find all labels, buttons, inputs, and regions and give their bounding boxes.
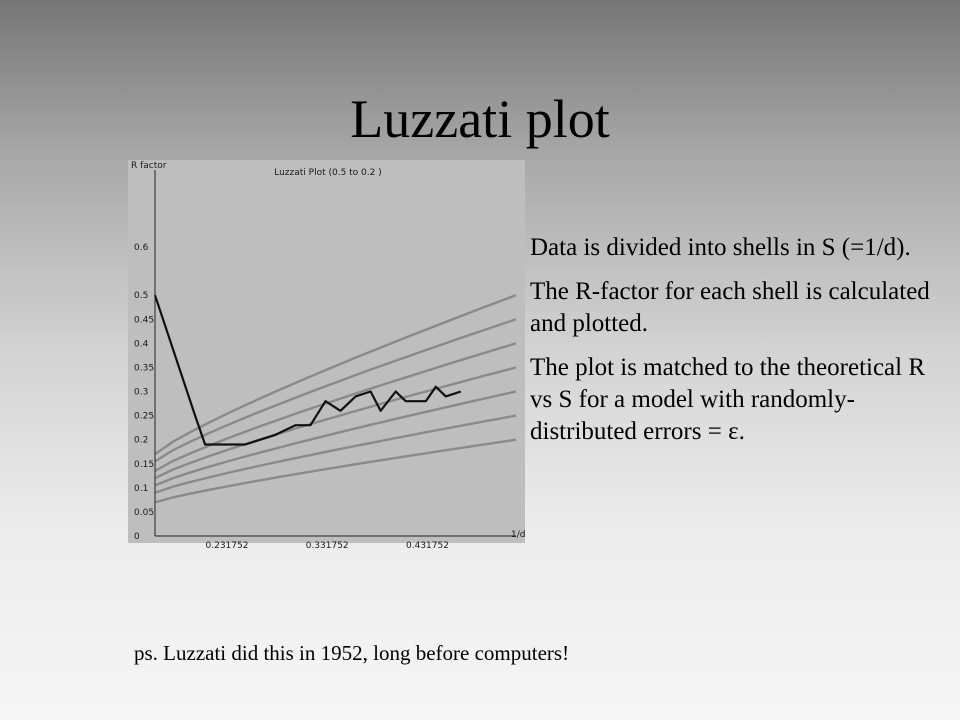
y-tick-label: 0.6	[134, 243, 149, 254]
y-tick-label: 0.4	[134, 339, 149, 350]
observed-r-factor-line	[155, 295, 461, 444]
y-tick-label: 0.2	[134, 435, 149, 446]
y-tick-label: 0.15	[134, 459, 155, 470]
luzzati-chart	[128, 160, 526, 551]
luzzati-chart-svg	[128, 160, 526, 551]
y-tick-label: 0.35	[134, 363, 155, 374]
x-tick-label: 0.431752	[406, 541, 449, 551]
x-tick-label: 0.231752	[205, 541, 249, 551]
x-axis-label: 1/d	[511, 530, 526, 540]
y-tick-label: 0	[134, 532, 140, 542]
theoretical-curve	[155, 392, 516, 486]
y-axis-label: R factor	[131, 161, 167, 171]
bullet-list	[530, 232, 940, 460]
y-tick-label: 0.5	[134, 291, 149, 302]
theoretical-curve	[155, 295, 516, 454]
bullet-shells: Data is divided into shells in S (=1/d).	[530, 234, 911, 261]
theoretical-curve	[155, 319, 516, 461]
bullet-r-factor: The R-factor for each shell is calculated and plotted.	[530, 278, 930, 337]
y-tick-labels	[134, 243, 154, 542]
slide-title: Luzzati plot	[350, 89, 610, 149]
x-tick-labels	[206, 541, 449, 551]
y-tick-label: 0.1	[134, 483, 149, 494]
footnote: ps. Luzzati did this in 1952, long before computers!	[134, 641, 570, 665]
bullet-matched: The plot is matched to the theoretical R vs S for a model with randomly-distributed errors = ε.	[530, 354, 926, 445]
y-tick-label: 0.3	[134, 387, 149, 398]
y-tick-label: 0.45	[134, 315, 155, 326]
theoretical-curves	[155, 295, 516, 502]
theoretical-curve	[155, 416, 516, 493]
y-tick-label: 0.25	[134, 411, 155, 422]
chart-title: Luzzati Plot (0.5 to 0.2 )	[274, 168, 382, 178]
y-tick-label: 0.05	[134, 507, 155, 518]
x-tick-label: 0.331752	[305, 541, 349, 551]
